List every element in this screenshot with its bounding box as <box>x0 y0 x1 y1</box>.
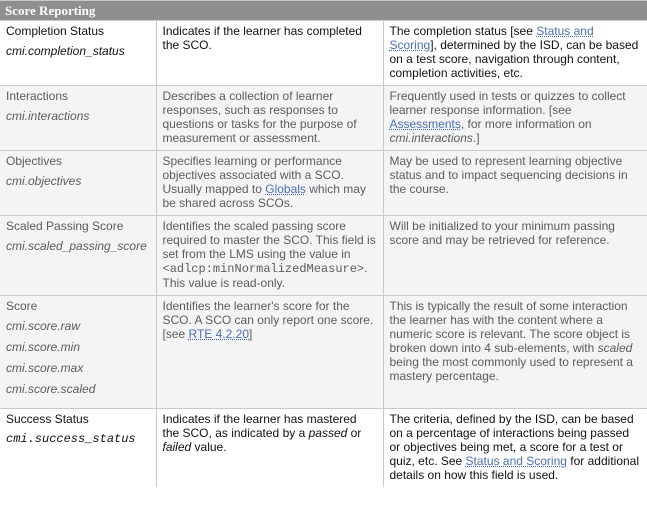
description-text: . This value is read-only. <box>162 261 368 290</box>
table-row-objectives <box>0 151 647 216</box>
description-text: Indicates if the learner has mastered the SCO, as indicated by a <box>162 412 357 440</box>
description-code: <adlcp:minNormalizedMeasure> <box>162 262 365 276</box>
usage-text: Frequently used in tests or quizzes to collect learner response information. [see <box>389 89 626 117</box>
rte-4-2-20-link[interactable]: RTE 4.2.20 <box>188 327 249 341</box>
table-row-completion-status <box>0 21 647 86</box>
usage-text: for additional details on how this field is used. <box>389 454 639 482</box>
description-text: value. <box>191 440 227 454</box>
usage-cell <box>383 86 647 151</box>
usage-text: The completion status [see <box>389 24 537 38</box>
description-emphasis: passed <box>308 426 348 440</box>
description-cell <box>156 151 383 216</box>
usage-text: being the most commonly used to represent a mastery percentage. <box>389 355 633 383</box>
usage-cell <box>383 21 647 86</box>
description-cell <box>156 296 383 409</box>
usage-code: cmi.interactions <box>389 131 473 145</box>
description-text: which may be shared across SCOs. <box>162 182 366 210</box>
table-row-interactions <box>0 86 647 151</box>
element-cell <box>0 86 156 151</box>
element-name: Completion Status <box>6 24 105 38</box>
element-name: Interactions <box>6 89 69 103</box>
element-code: cmi.objectives <box>6 174 82 188</box>
description-text: ] <box>249 327 253 341</box>
usage-text: ], determined by the ISD, can be based on a test score, navigation through content, completion activities, etc. <box>389 38 639 80</box>
element-cell <box>0 296 156 409</box>
usage-text: , for more information on <box>460 117 592 131</box>
usage-cell: May be used to represent learning objective status and to impact sequencing decisions in the course. <box>383 151 647 216</box>
assessments-link[interactable]: Assessments <box>389 117 461 131</box>
element-code: cmi.score.scaled <box>6 382 96 396</box>
element-code: cmi.success_status <box>6 432 136 446</box>
usage-cell <box>383 409 647 488</box>
table-row-success-status <box>0 409 647 488</box>
element-code: cmi.score.max <box>6 361 84 375</box>
description-text: Identifies the scaled passing score required to master the SCO. This field is set from the LMS using the value in <box>162 219 376 261</box>
element-code: cmi.score.min <box>6 340 81 354</box>
usage-cell: Will be initialized to your minimum passing score and may be retrieved for reference. <box>383 216 647 296</box>
usage-emphasis: scaled <box>597 341 633 355</box>
description-text: Specifies learning or performance objectives associated with a SCO. Usually mapped to <box>162 154 344 196</box>
status-and-scoring-link[interactable]: Status and Scoring <box>465 454 567 468</box>
description-cell <box>156 409 383 488</box>
element-cell <box>0 409 156 488</box>
usage-text: The criteria, defined by the ISD, can be based on a percentage of interactions being passed or objectives being met, a score for a test or quiz, etc. See <box>389 412 634 468</box>
element-cell <box>0 216 156 296</box>
element-name: Score <box>6 299 38 313</box>
description-emphasis: failed <box>162 440 192 454</box>
element-code: cmi.interactions <box>6 109 90 123</box>
description-text: Identifies the learner's score for the SCO. A SCO can only report one score. [see <box>162 299 374 341</box>
description-text: or <box>347 426 362 440</box>
element-cell <box>0 21 156 86</box>
globals-link[interactable]: Globals <box>265 182 306 196</box>
element-name: Success Status <box>6 412 89 426</box>
status-and-scoring-link[interactable]: Status and Scoring <box>389 24 594 52</box>
element-code: cmi.score.raw <box>6 319 81 333</box>
element-name: Objectives <box>6 154 63 168</box>
description-cell: Describes a collection of learner responses, such as responses to questions or tasks for the purpose of measurement or assessment. <box>156 86 383 151</box>
element-cell <box>0 151 156 216</box>
table-row-score <box>0 296 647 409</box>
element-code: cmi.completion_status <box>6 44 125 58</box>
description-cell: Indicates if the learner has completed the SCO. <box>156 21 383 86</box>
usage-text: This is typically the result of some interaction the learner has with the content where a numeric score is relevant. The score object is broken down into 4 sub-elements, with <box>389 299 631 355</box>
table-row-scaled-passing-score <box>0 216 647 296</box>
element-name: Scaled Passing Score <box>6 219 124 233</box>
usage-cell <box>383 296 647 409</box>
usage-text: .] <box>472 131 480 145</box>
table-header: Score Reporting <box>0 1 647 21</box>
element-code: cmi.scaled_passing_score <box>6 239 147 253</box>
description-cell <box>156 216 383 296</box>
